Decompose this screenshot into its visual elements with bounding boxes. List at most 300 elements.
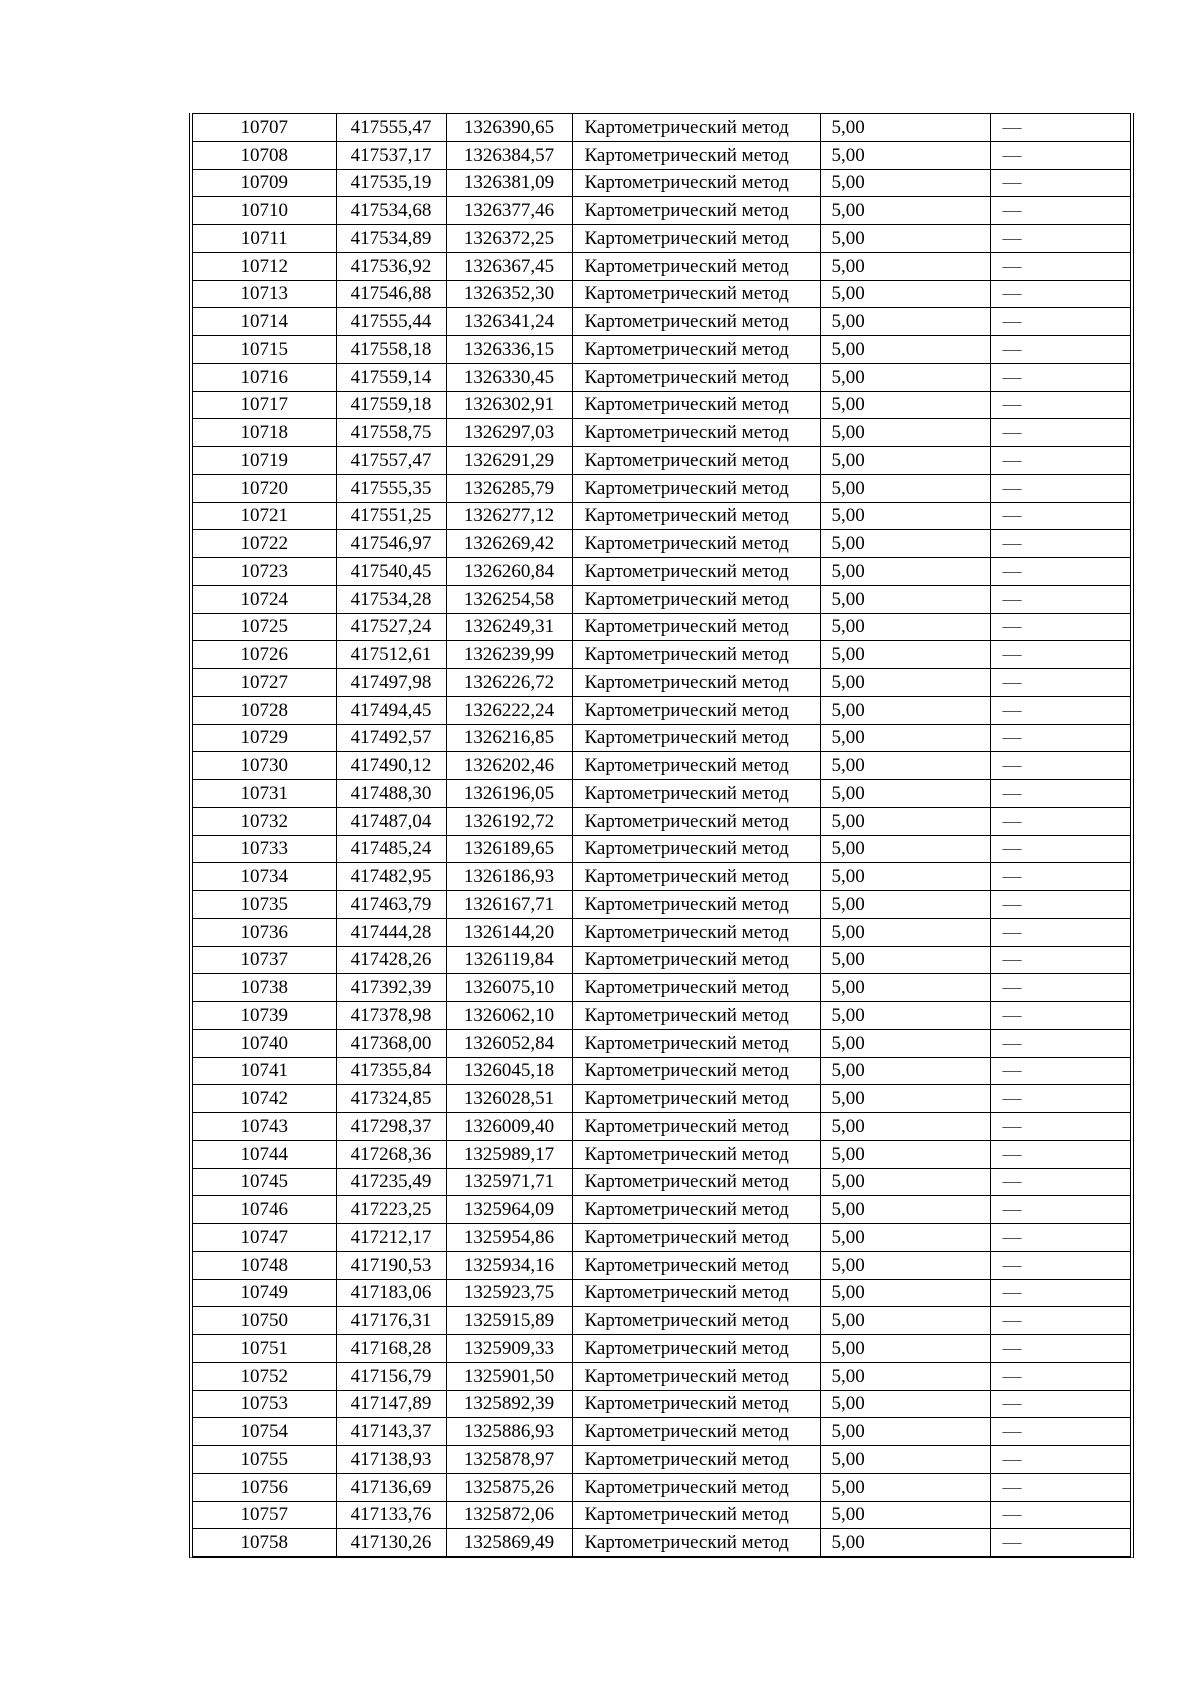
- accuracy-cell: 5,00: [820, 419, 990, 447]
- method-cell: Картометрический метод: [572, 918, 820, 946]
- description-cell: —: [990, 391, 1130, 419]
- x-coordinate-cell: 417558,75: [336, 419, 446, 447]
- description-cell: —: [990, 502, 1130, 530]
- x-coordinate-cell: 417392,39: [336, 974, 446, 1002]
- point-number-cell: 10747: [193, 1224, 336, 1252]
- description-cell: —: [990, 225, 1130, 253]
- y-coordinate-cell: 1325934,16: [446, 1251, 572, 1279]
- x-coordinate-cell: 417558,18: [336, 336, 446, 364]
- accuracy-cell: 5,00: [820, 696, 990, 724]
- point-number-cell: 10754: [193, 1418, 336, 1446]
- y-coordinate-cell: 1326119,84: [446, 946, 572, 974]
- description-cell: —: [990, 863, 1130, 891]
- accuracy-cell: 5,00: [820, 447, 990, 475]
- table-row: [193, 391, 1130, 419]
- table-row: [193, 558, 1130, 586]
- table-row: [193, 1446, 1130, 1474]
- method-cell: Картометрический метод: [572, 169, 820, 197]
- method-cell: Картометрический метод: [572, 252, 820, 280]
- y-coordinate-cell: 1326254,58: [446, 585, 572, 613]
- x-coordinate-cell: 417540,45: [336, 558, 446, 586]
- table-row: [193, 1085, 1130, 1113]
- coordinates-table: [193, 113, 1130, 1557]
- x-coordinate-cell: 417143,37: [336, 1418, 446, 1446]
- point-number-cell: 10723: [193, 558, 336, 586]
- table-row: [193, 280, 1130, 308]
- description-cell: —: [990, 918, 1130, 946]
- table-row: [193, 1113, 1130, 1141]
- point-number-cell: 10727: [193, 669, 336, 697]
- y-coordinate-cell: 1326341,24: [446, 308, 572, 336]
- y-coordinate-cell: 1325872,06: [446, 1501, 572, 1529]
- y-coordinate-cell: 1326372,25: [446, 225, 572, 253]
- table-row: [193, 1473, 1130, 1501]
- method-cell: Картометрический метод: [572, 1140, 820, 1168]
- description-cell: —: [990, 1224, 1130, 1252]
- description-cell: —: [990, 752, 1130, 780]
- accuracy-cell: 5,00: [820, 1029, 990, 1057]
- y-coordinate-cell: 1325971,71: [446, 1168, 572, 1196]
- point-number-cell: 10753: [193, 1390, 336, 1418]
- y-coordinate-cell: 1325964,09: [446, 1196, 572, 1224]
- accuracy-cell: 5,00: [820, 1390, 990, 1418]
- y-coordinate-cell: 1326291,29: [446, 447, 572, 475]
- y-coordinate-cell: 1326028,51: [446, 1085, 572, 1113]
- method-cell: Картометрический метод: [572, 1002, 820, 1030]
- description-cell: —: [990, 308, 1130, 336]
- point-number-cell: 10740: [193, 1029, 336, 1057]
- accuracy-cell: 5,00: [820, 1224, 990, 1252]
- accuracy-cell: 5,00: [820, 197, 990, 225]
- point-number-cell: 10750: [193, 1307, 336, 1335]
- x-coordinate-cell: 417555,35: [336, 474, 446, 502]
- table-row: [193, 946, 1130, 974]
- method-cell: Картометрический метод: [572, 1390, 820, 1418]
- point-number-cell: 10710: [193, 197, 336, 225]
- point-number-cell: 10751: [193, 1335, 336, 1363]
- x-coordinate-cell: 417482,95: [336, 863, 446, 891]
- point-number-cell: 10721: [193, 502, 336, 530]
- description-cell: —: [990, 835, 1130, 863]
- accuracy-cell: 5,00: [820, 280, 990, 308]
- accuracy-cell: 5,00: [820, 308, 990, 336]
- point-number-cell: 10714: [193, 308, 336, 336]
- description-cell: —: [990, 474, 1130, 502]
- description-cell: —: [990, 1335, 1130, 1363]
- table-row: [193, 141, 1130, 169]
- description-cell: —: [990, 1057, 1130, 1085]
- point-number-cell: 10729: [193, 724, 336, 752]
- table-row: [193, 1140, 1130, 1168]
- y-coordinate-cell: 1325989,17: [446, 1140, 572, 1168]
- accuracy-cell: 5,00: [820, 891, 990, 919]
- y-coordinate-cell: 1326045,18: [446, 1057, 572, 1085]
- x-coordinate-cell: 417176,31: [336, 1307, 446, 1335]
- y-coordinate-cell: 1326196,05: [446, 780, 572, 808]
- accuracy-cell: 5,00: [820, 918, 990, 946]
- accuracy-cell: 5,00: [820, 391, 990, 419]
- x-coordinate-cell: 417235,49: [336, 1168, 446, 1196]
- table-row: [193, 780, 1130, 808]
- table-row: [193, 1501, 1130, 1529]
- point-number-cell: 10758: [193, 1529, 336, 1557]
- y-coordinate-cell: 1325878,97: [446, 1446, 572, 1474]
- accuracy-cell: 5,00: [820, 558, 990, 586]
- accuracy-cell: 5,00: [820, 1362, 990, 1390]
- accuracy-cell: 5,00: [820, 1085, 990, 1113]
- y-coordinate-cell: 1326330,45: [446, 363, 572, 391]
- method-cell: Картометрический метод: [572, 1029, 820, 1057]
- accuracy-cell: 5,00: [820, 863, 990, 891]
- y-coordinate-cell: 1326167,71: [446, 891, 572, 919]
- x-coordinate-cell: 417557,47: [336, 447, 446, 475]
- method-cell: Картометрический метод: [572, 946, 820, 974]
- table-row: [193, 1362, 1130, 1390]
- x-coordinate-cell: 417147,89: [336, 1390, 446, 1418]
- description-cell: —: [990, 1279, 1130, 1307]
- description-cell: —: [990, 724, 1130, 752]
- table-row: [193, 1307, 1130, 1335]
- y-coordinate-cell: 1326302,91: [446, 391, 572, 419]
- point-number-cell: 10745: [193, 1168, 336, 1196]
- description-cell: —: [990, 1418, 1130, 1446]
- method-cell: Картометрический метод: [572, 474, 820, 502]
- x-coordinate-cell: 417497,98: [336, 669, 446, 697]
- accuracy-cell: 5,00: [820, 1251, 990, 1279]
- table-row: [193, 835, 1130, 863]
- table-row: [193, 585, 1130, 613]
- x-coordinate-cell: 417527,24: [336, 613, 446, 641]
- y-coordinate-cell: 1326222,24: [446, 696, 572, 724]
- method-cell: Картометрический метод: [572, 807, 820, 835]
- y-coordinate-cell: 1326297,03: [446, 419, 572, 447]
- description-cell: —: [990, 1113, 1130, 1141]
- accuracy-cell: 5,00: [820, 780, 990, 808]
- point-number-cell: 10728: [193, 696, 336, 724]
- x-coordinate-cell: 417490,12: [336, 752, 446, 780]
- y-coordinate-cell: 1326216,85: [446, 724, 572, 752]
- accuracy-cell: 5,00: [820, 807, 990, 835]
- table-row: [193, 1418, 1130, 1446]
- y-coordinate-cell: 1326062,10: [446, 1002, 572, 1030]
- x-coordinate-cell: 417512,61: [336, 641, 446, 669]
- method-cell: Картометрический метод: [572, 974, 820, 1002]
- description-cell: —: [990, 1307, 1130, 1335]
- point-number-cell: 10708: [193, 141, 336, 169]
- description-cell: —: [990, 1446, 1130, 1474]
- method-cell: Картометрический метод: [572, 1473, 820, 1501]
- table-row: [193, 1029, 1130, 1057]
- x-coordinate-cell: 417555,47: [336, 114, 446, 142]
- method-cell: Картометрический метод: [572, 502, 820, 530]
- method-cell: Картометрический метод: [572, 1196, 820, 1224]
- point-number-cell: 10713: [193, 280, 336, 308]
- table-row: [193, 1168, 1130, 1196]
- accuracy-cell: 5,00: [820, 530, 990, 558]
- accuracy-cell: 5,00: [820, 946, 990, 974]
- accuracy-cell: 5,00: [820, 974, 990, 1002]
- table-row: [193, 1057, 1130, 1085]
- y-coordinate-cell: 1326186,93: [446, 863, 572, 891]
- description-cell: —: [990, 641, 1130, 669]
- description-cell: —: [990, 1251, 1130, 1279]
- description-cell: —: [990, 419, 1130, 447]
- method-cell: Картометрический метод: [572, 1251, 820, 1279]
- x-coordinate-cell: 417190,53: [336, 1251, 446, 1279]
- point-number-cell: 10722: [193, 530, 336, 558]
- description-cell: —: [990, 1196, 1130, 1224]
- x-coordinate-cell: 417559,18: [336, 391, 446, 419]
- method-cell: Картометрический метод: [572, 1279, 820, 1307]
- x-coordinate-cell: 417298,37: [336, 1113, 446, 1141]
- point-number-cell: 10715: [193, 336, 336, 364]
- table-row: [193, 308, 1130, 336]
- method-cell: Картометрический метод: [572, 280, 820, 308]
- y-coordinate-cell: 1326352,30: [446, 280, 572, 308]
- x-coordinate-cell: 417559,14: [336, 363, 446, 391]
- table-row: [193, 474, 1130, 502]
- accuracy-cell: 5,00: [820, 114, 990, 142]
- x-coordinate-cell: 417487,04: [336, 807, 446, 835]
- point-number-cell: 10732: [193, 807, 336, 835]
- table-row: [193, 613, 1130, 641]
- accuracy-cell: 5,00: [820, 1113, 990, 1141]
- point-number-cell: 10737: [193, 946, 336, 974]
- method-cell: Картометрический метод: [572, 1362, 820, 1390]
- table-row: [193, 363, 1130, 391]
- x-coordinate-cell: 417212,17: [336, 1224, 446, 1252]
- y-coordinate-cell: 1325886,93: [446, 1418, 572, 1446]
- accuracy-cell: 5,00: [820, 1196, 990, 1224]
- y-coordinate-cell: 1326377,46: [446, 197, 572, 225]
- accuracy-cell: 5,00: [820, 225, 990, 253]
- y-coordinate-cell: 1326075,10: [446, 974, 572, 1002]
- table-row: [193, 502, 1130, 530]
- method-cell: Картометрический метод: [572, 1501, 820, 1529]
- method-cell: Картометрический метод: [572, 1529, 820, 1557]
- method-cell: Картометрический метод: [572, 336, 820, 364]
- method-cell: Картометрический метод: [572, 530, 820, 558]
- x-coordinate-cell: 417130,26: [336, 1529, 446, 1557]
- description-cell: —: [990, 696, 1130, 724]
- table-row: [193, 114, 1130, 142]
- point-number-cell: 10724: [193, 585, 336, 613]
- description-cell: —: [990, 946, 1130, 974]
- table-row: [193, 863, 1130, 891]
- x-coordinate-cell: 417156,79: [336, 1362, 446, 1390]
- method-cell: Картометрический метод: [572, 1335, 820, 1363]
- point-number-cell: 10718: [193, 419, 336, 447]
- description-cell: —: [990, 669, 1130, 697]
- point-number-cell: 10733: [193, 835, 336, 863]
- point-number-cell: 10752: [193, 1362, 336, 1390]
- method-cell: Картометрический метод: [572, 391, 820, 419]
- description-cell: —: [990, 336, 1130, 364]
- description-cell: —: [990, 780, 1130, 808]
- method-cell: Картометрический метод: [572, 863, 820, 891]
- method-cell: Картометрический метод: [572, 141, 820, 169]
- x-coordinate-cell: 417488,30: [336, 780, 446, 808]
- point-number-cell: 10731: [193, 780, 336, 808]
- accuracy-cell: 5,00: [820, 252, 990, 280]
- y-coordinate-cell: 1326269,42: [446, 530, 572, 558]
- description-cell: —: [990, 447, 1130, 475]
- y-coordinate-cell: 1325901,50: [446, 1362, 572, 1390]
- description-cell: —: [990, 1140, 1130, 1168]
- x-coordinate-cell: 417268,36: [336, 1140, 446, 1168]
- x-coordinate-cell: 417534,28: [336, 585, 446, 613]
- table-row: [193, 1224, 1130, 1252]
- x-coordinate-cell: 417355,84: [336, 1057, 446, 1085]
- point-number-cell: 10741: [193, 1057, 336, 1085]
- x-coordinate-cell: 417494,45: [336, 696, 446, 724]
- accuracy-cell: 5,00: [820, 363, 990, 391]
- y-coordinate-cell: 1326226,72: [446, 669, 572, 697]
- y-coordinate-cell: 1326192,72: [446, 807, 572, 835]
- method-cell: Картометрический метод: [572, 114, 820, 142]
- accuracy-cell: 5,00: [820, 613, 990, 641]
- x-coordinate-cell: 417555,44: [336, 308, 446, 336]
- table-row: [193, 1196, 1130, 1224]
- table-row: [193, 169, 1130, 197]
- table-row: [193, 447, 1130, 475]
- point-number-cell: 10712: [193, 252, 336, 280]
- accuracy-cell: 5,00: [820, 1307, 990, 1335]
- point-number-cell: 10720: [193, 474, 336, 502]
- point-number-cell: 10755: [193, 1446, 336, 1474]
- y-coordinate-cell: 1325923,75: [446, 1279, 572, 1307]
- x-coordinate-cell: 417534,68: [336, 197, 446, 225]
- point-number-cell: 10739: [193, 1002, 336, 1030]
- description-cell: —: [990, 807, 1130, 835]
- point-number-cell: 10749: [193, 1279, 336, 1307]
- method-cell: Картометрический метод: [572, 835, 820, 863]
- x-coordinate-cell: 417536,92: [336, 252, 446, 280]
- description-cell: —: [990, 613, 1130, 641]
- point-number-cell: 10707: [193, 114, 336, 142]
- table-row: [193, 197, 1130, 225]
- description-cell: —: [990, 169, 1130, 197]
- accuracy-cell: 5,00: [820, 474, 990, 502]
- accuracy-cell: 5,00: [820, 585, 990, 613]
- table-row: [193, 225, 1130, 253]
- accuracy-cell: 5,00: [820, 669, 990, 697]
- accuracy-cell: 5,00: [820, 641, 990, 669]
- table-row: [193, 669, 1130, 697]
- method-cell: Картометрический метод: [572, 1418, 820, 1446]
- method-cell: Картометрический метод: [572, 1057, 820, 1085]
- point-number-cell: 10748: [193, 1251, 336, 1279]
- accuracy-cell: 5,00: [820, 1002, 990, 1030]
- table-row: [193, 918, 1130, 946]
- method-cell: Картометрический метод: [572, 1113, 820, 1141]
- method-cell: Картометрический метод: [572, 558, 820, 586]
- accuracy-cell: 5,00: [820, 1057, 990, 1085]
- point-number-cell: 10743: [193, 1113, 336, 1141]
- x-coordinate-cell: 417492,57: [336, 724, 446, 752]
- point-number-cell: 10738: [193, 974, 336, 1002]
- accuracy-cell: 5,00: [820, 169, 990, 197]
- point-number-cell: 10735: [193, 891, 336, 919]
- accuracy-cell: 5,00: [820, 336, 990, 364]
- table-row: [193, 641, 1130, 669]
- coordinates-table-body: [193, 114, 1130, 1557]
- table-row: [193, 1390, 1130, 1418]
- y-coordinate-cell: 1325892,39: [446, 1390, 572, 1418]
- method-cell: Картометрический метод: [572, 780, 820, 808]
- accuracy-cell: 5,00: [820, 1279, 990, 1307]
- y-coordinate-cell: 1326384,57: [446, 141, 572, 169]
- accuracy-cell: 5,00: [820, 1418, 990, 1446]
- table-row: [193, 1002, 1130, 1030]
- x-coordinate-cell: 417168,28: [336, 1335, 446, 1363]
- x-coordinate-cell: 417444,28: [336, 918, 446, 946]
- method-cell: Картометрический метод: [572, 724, 820, 752]
- description-cell: —: [990, 530, 1130, 558]
- table-row: [193, 1335, 1130, 1363]
- point-number-cell: 10719: [193, 447, 336, 475]
- table-row: [193, 891, 1130, 919]
- table-row: [193, 530, 1130, 558]
- description-cell: —: [990, 1473, 1130, 1501]
- method-cell: Картометрический метод: [572, 1168, 820, 1196]
- y-coordinate-cell: 1326189,65: [446, 835, 572, 863]
- y-coordinate-cell: 1326202,46: [446, 752, 572, 780]
- accuracy-cell: 5,00: [820, 1168, 990, 1196]
- description-cell: —: [990, 974, 1130, 1002]
- description-cell: —: [990, 363, 1130, 391]
- point-number-cell: 10711: [193, 225, 336, 253]
- accuracy-cell: 5,00: [820, 724, 990, 752]
- method-cell: Картометрический метод: [572, 1446, 820, 1474]
- x-coordinate-cell: 417133,76: [336, 1501, 446, 1529]
- y-coordinate-cell: 1326336,15: [446, 336, 572, 364]
- point-number-cell: 10734: [193, 863, 336, 891]
- description-cell: —: [990, 585, 1130, 613]
- y-coordinate-cell: 1326367,45: [446, 252, 572, 280]
- x-coordinate-cell: 417368,00: [336, 1029, 446, 1057]
- y-coordinate-cell: 1326144,20: [446, 918, 572, 946]
- x-coordinate-cell: 417463,79: [336, 891, 446, 919]
- table-row: [193, 974, 1130, 1002]
- coordinates-table-container: [189, 113, 1134, 1558]
- point-number-cell: 10709: [193, 169, 336, 197]
- point-number-cell: 10726: [193, 641, 336, 669]
- method-cell: Картометрический метод: [572, 308, 820, 336]
- accuracy-cell: 5,00: [820, 752, 990, 780]
- point-number-cell: 10725: [193, 613, 336, 641]
- x-coordinate-cell: 417138,93: [336, 1446, 446, 1474]
- y-coordinate-cell: 1326239,99: [446, 641, 572, 669]
- accuracy-cell: 5,00: [820, 1473, 990, 1501]
- description-cell: —: [990, 891, 1130, 919]
- x-coordinate-cell: 417183,06: [336, 1279, 446, 1307]
- table-row: [193, 1251, 1130, 1279]
- x-coordinate-cell: 417534,89: [336, 225, 446, 253]
- point-number-cell: 10716: [193, 363, 336, 391]
- y-coordinate-cell: 1325875,26: [446, 1473, 572, 1501]
- x-coordinate-cell: 417485,24: [336, 835, 446, 863]
- description-cell: —: [990, 1168, 1130, 1196]
- point-number-cell: 10736: [193, 918, 336, 946]
- y-coordinate-cell: 1325909,33: [446, 1335, 572, 1363]
- table-row: [193, 752, 1130, 780]
- method-cell: Картометрический метод: [572, 585, 820, 613]
- description-cell: —: [990, 252, 1130, 280]
- accuracy-cell: 5,00: [820, 141, 990, 169]
- point-number-cell: 10717: [193, 391, 336, 419]
- description-cell: —: [990, 1529, 1130, 1557]
